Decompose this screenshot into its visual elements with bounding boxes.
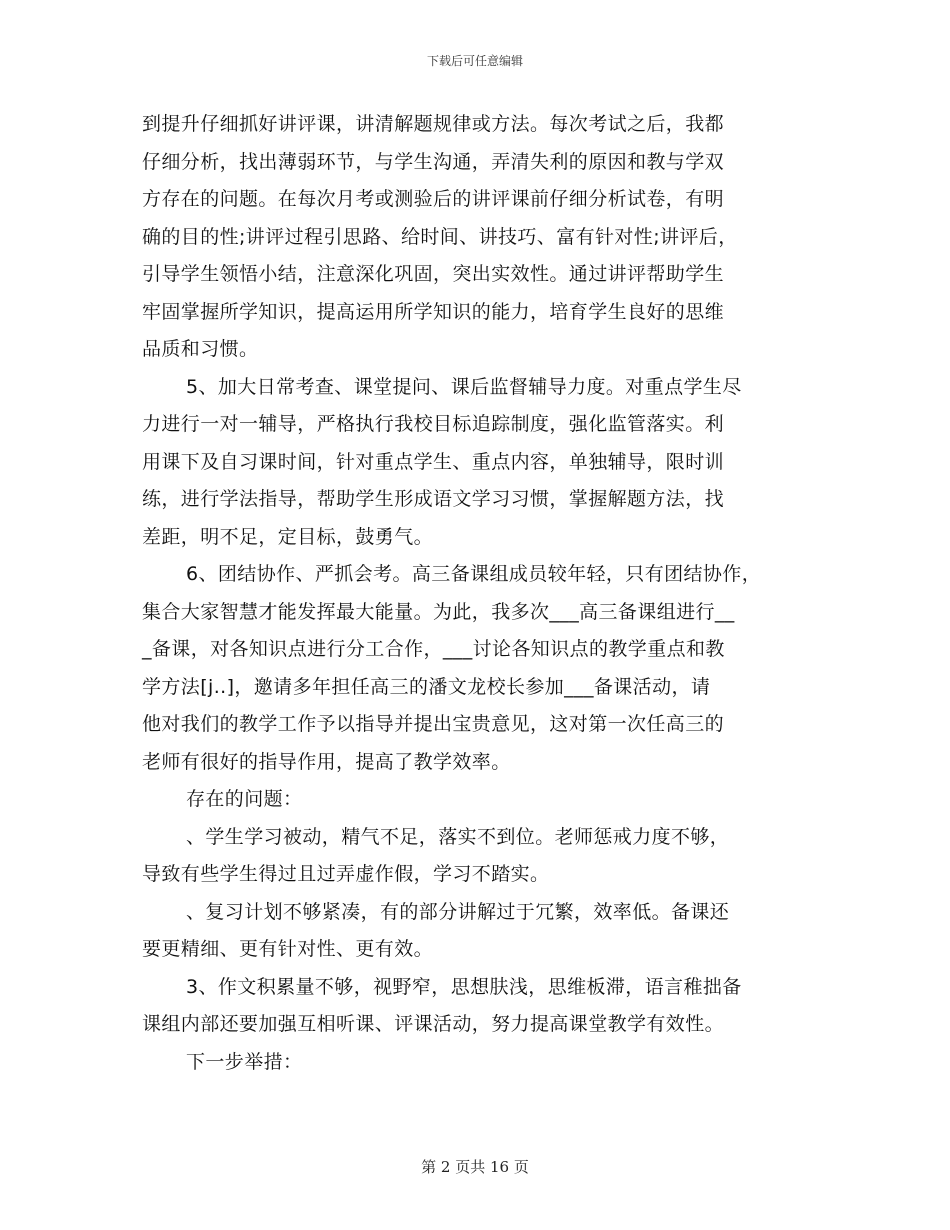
document-body (142, 106, 812, 1081)
body-line: 他对我们的教学工作予以指导并提出宝贵意见，这对第一次任高三的 (142, 713, 725, 735)
body-line: 、复习计划不够紧凑，有的部分讲解过于冗繁，效率低。备课还 (186, 900, 730, 923)
section-heading: 下一步举措： (186, 1050, 303, 1073)
body-line: 、学生学习被动，精气不足，落实不到位。老师惩戒力度不够， (186, 825, 730, 848)
body-line: _备课，对各知识点进行分工合作，___讨论各知识点的教学重点和教 (142, 638, 725, 660)
body-line: 方存在的问题。在每次月考或测验后的讲评课前仔细分析试卷，有明 (142, 188, 725, 210)
body-line: 6、团结协作、严抓会考。高三备课组成员较年轻，只有团结协作， (186, 563, 762, 585)
body-line: 力进行一对一辅导，严格执行我校目标追踪制度，强化监管落实。利 (142, 413, 725, 435)
body-line: 3、作文积累量不够，视野窄，思想肤浅，思维板滞，语言稚拙备 (186, 975, 742, 998)
body-line: 老师有很好的指导作用，提高了教学效率。 (142, 750, 511, 773)
body-line: 引导学生领悟小结，注意深化巩固，突出实效性。通过讲评帮助学生 (142, 263, 725, 285)
body-line: 到提升仔细抓好讲评课，讲清解题规律或方法。每次考试之后，我都 (142, 113, 725, 135)
body-line: 要更精细、更有针对性、更有效。 (142, 938, 434, 960)
body-line: 用课下及自习课时间，针对重点学生、重点内容，单独辅导，限时训 (142, 450, 725, 473)
body-line: 品质和习惯。 (142, 338, 259, 360)
body-line: 牢固掌握所学知识，提高运用所学知识的能力，培育学生良好的思维 (142, 300, 725, 323)
body-line: 仔细分析，找出薄弱环节，与学生沟通，弄清失利的原因和教与学双 (142, 150, 725, 173)
body-line: 5、加大日常考查、课堂提问、课后监督辅导力度。对重点学生尽 (186, 375, 742, 398)
body-line: 差距，明不足，定目标，鼓勇气。 (142, 525, 434, 548)
section-heading: 存在的问题： (186, 788, 303, 810)
page-header: 下载后可任意编辑 (426, 54, 523, 68)
page-footer: 第 2 页共 16 页 (421, 1158, 529, 1176)
body-line: 课组内部还要加强互相听课、评课活动，努力提高课堂教学有效性。 (142, 1013, 725, 1035)
body-line: 确的目的性;讲评过程引思路、给时间、讲技巧、富有针对性;讲评后， (142, 225, 738, 248)
body-line: 学方法[j..]，邀请多年担任高三的潘文龙校长参加___备课活动，请 (142, 675, 711, 698)
body-line: 练，进行学法指导，帮助学生形成语文学习习惯，掌握解题方法，找 (142, 488, 725, 510)
body-line: 导致有些学生得过且过弄虚作假，学习不踏实。 (142, 863, 550, 885)
body-line: 集合大家智慧才能发挥最大能量。为此，我多次___高三备课组进行__ (142, 600, 735, 623)
